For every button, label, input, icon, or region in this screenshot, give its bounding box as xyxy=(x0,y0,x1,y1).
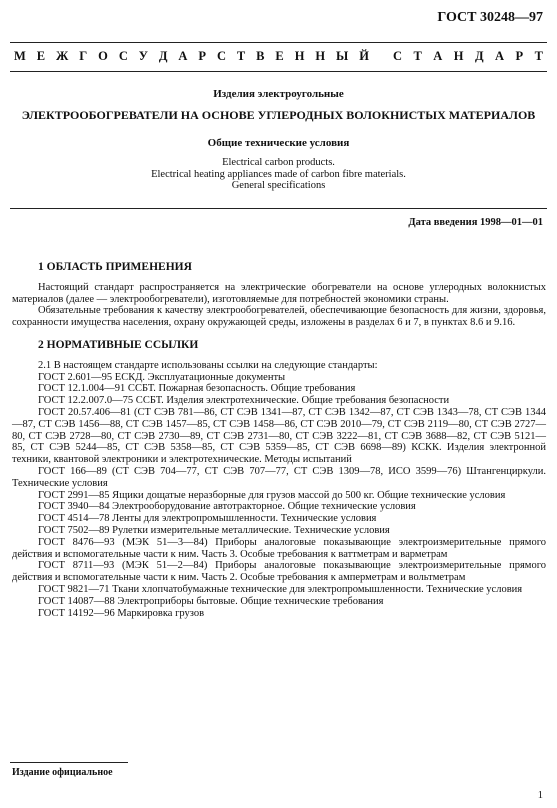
paragraph: 2.1 В настоящем стандарте использованы ссылки на следующие стандарты: xyxy=(38,359,378,371)
document-body xyxy=(12,262,546,619)
section-heading: 1 ОБЛАСТЬ ПРИМЕНЕНИЯ xyxy=(38,261,192,273)
standard-reference: ГОСТ 166—89 (СТ СЭВ 704—77, СТ СЭВ 707—77, СТ СЭВ 1309—78, ИСО 3599—76) Штангенциркули. Технические условия xyxy=(12,465,546,489)
gost-code: ГОСТ 30248—97 xyxy=(437,10,543,25)
english-title-line: General specifications xyxy=(231,180,326,191)
heading-rule xyxy=(10,71,547,72)
standard-reference: ГОСТ 14087—88 Электроприборы бытовые. Общие технические требования xyxy=(38,595,384,607)
standard-reference: ГОСТ 14192—96 Маркировка грузов xyxy=(38,607,205,619)
edition-label: Издание официальное xyxy=(12,767,113,778)
standard-reference: ГОСТ 3940—84 Электрооборудование автотракторное. Общие технические условия xyxy=(38,501,416,513)
english-title-line: Electrical carbon products. xyxy=(222,157,335,168)
intro-date: Дата введения 1998—01—01 xyxy=(408,217,543,228)
english-title-line: Electrical heating appliances made of carbon fibre materials. xyxy=(151,168,406,180)
paragraph: Обязательные требования к качеству электрообогревателей, обеспечивающие безопасность для жизни, здоровья, сохранности имущества населения, охрану окружающей среды, изложены в разделах 6 и 7, в пунктах 8.6 и 9.16. xyxy=(12,305,546,329)
standard-reference: ГОСТ 8476—93 (МЭК 51—3—84) Приборы аналоговые показывающие электроизмерительные прямого действия и вспомогательные части к ним. Часть 3. Особые требования к ваттметрам и варметрам xyxy=(12,536,546,560)
page-number: 1 xyxy=(537,790,543,801)
standard-reference: ГОСТ 12.2.007.0—75 ССБТ. Изделия электротехнические. Общие требования безопасности xyxy=(38,395,450,407)
document-subtitle: Общие технические условия xyxy=(207,137,350,149)
standard-reference: ГОСТ 12.1.004—91 ССБТ. Пожарная безопасность. Общие требования xyxy=(38,383,356,395)
standard-reference: ГОСТ 2.601—95 ЕСКД. Эксплуатационные документы xyxy=(38,371,286,383)
standard-reference: ГОСТ 7502—89 Рулетки измерительные металлические. Технические условия xyxy=(38,524,390,536)
paragraph: Настоящий стандарт распространяется на электрические обогреватели на основе углеродных волокнистых материалов (далее — электрообогреватели), изготовляемые для потребностей экономики страны. xyxy=(12,281,546,305)
date-rule xyxy=(10,208,547,209)
footer-rule xyxy=(10,762,128,763)
top-rule xyxy=(10,42,547,43)
interstate-word: М Е Ж Г О С У Д А Р С Т В Е Н Н Ы Й xyxy=(14,49,369,63)
standard-reference: ГОСТ 20.57.406—81 (СТ СЭВ 781—86, СТ СЭВ 1341—87, СТ СЭВ 1342—87, СТ СЭВ 1343—78, СТ СЭВ 1344—87, СТ СЭВ 1456—88, СТ СЭВ 1457—85, СТ СЭВ 1458—86, СТ СЭВ 2010—79, СТ СЭВ 2119—80, СТ СЭВ 2727—80, СТ СЭВ 2728—80, СТ СЭВ 2730—89, СТ СЭВ 2731—80, СТ СЭВ 3222—81, СТ СЭВ 3688—82, СТ СЭВ 5121—85, СТ СЭВ 5244—85, СТ СЭВ 5358—85, СТ СЭВ 5359—85, СТ СЭВ 6698—89) КСКК. Изделия электронной техники, квантовой электроники и электротехнические. Методы испытаний xyxy=(12,406,546,466)
interstate-standard-heading xyxy=(14,49,543,64)
section-heading: 2 НОРМАТИВНЫЕ ССЫЛКИ xyxy=(38,338,199,351)
english-title xyxy=(10,157,547,192)
standard-reference: ГОСТ 9821—71 Ткани хлопчатобумажные технические для электропромышленности. Технические условия xyxy=(38,583,523,595)
standard-word: С Т А Н Д А Р Т xyxy=(393,49,543,63)
product-group: Изделия электроугольные xyxy=(213,88,344,100)
document-title: ЭЛЕКТРООБОГРЕВАТЕЛИ НА ОСНОВЕ УГЛЕРОДНЫХ ВОЛОКНИСТЫХ МАТЕРИАЛОВ xyxy=(21,108,536,122)
standard-reference: ГОСТ 2991—85 Ящики дощатые неразборные для грузов массой до 500 кг. Общие технические условия xyxy=(38,489,506,501)
standard-reference: ГОСТ 4514—78 Ленты для электропромышленности. Технические условия xyxy=(38,513,377,525)
standard-reference: ГОСТ 8711—93 (МЭК 51—2—84) Приборы аналоговые показывающие электроизмерительные прямого действия и вспомогательные части к ним. Часть 2. Особые требования к амперметрам и вольтметрам xyxy=(12,560,546,584)
